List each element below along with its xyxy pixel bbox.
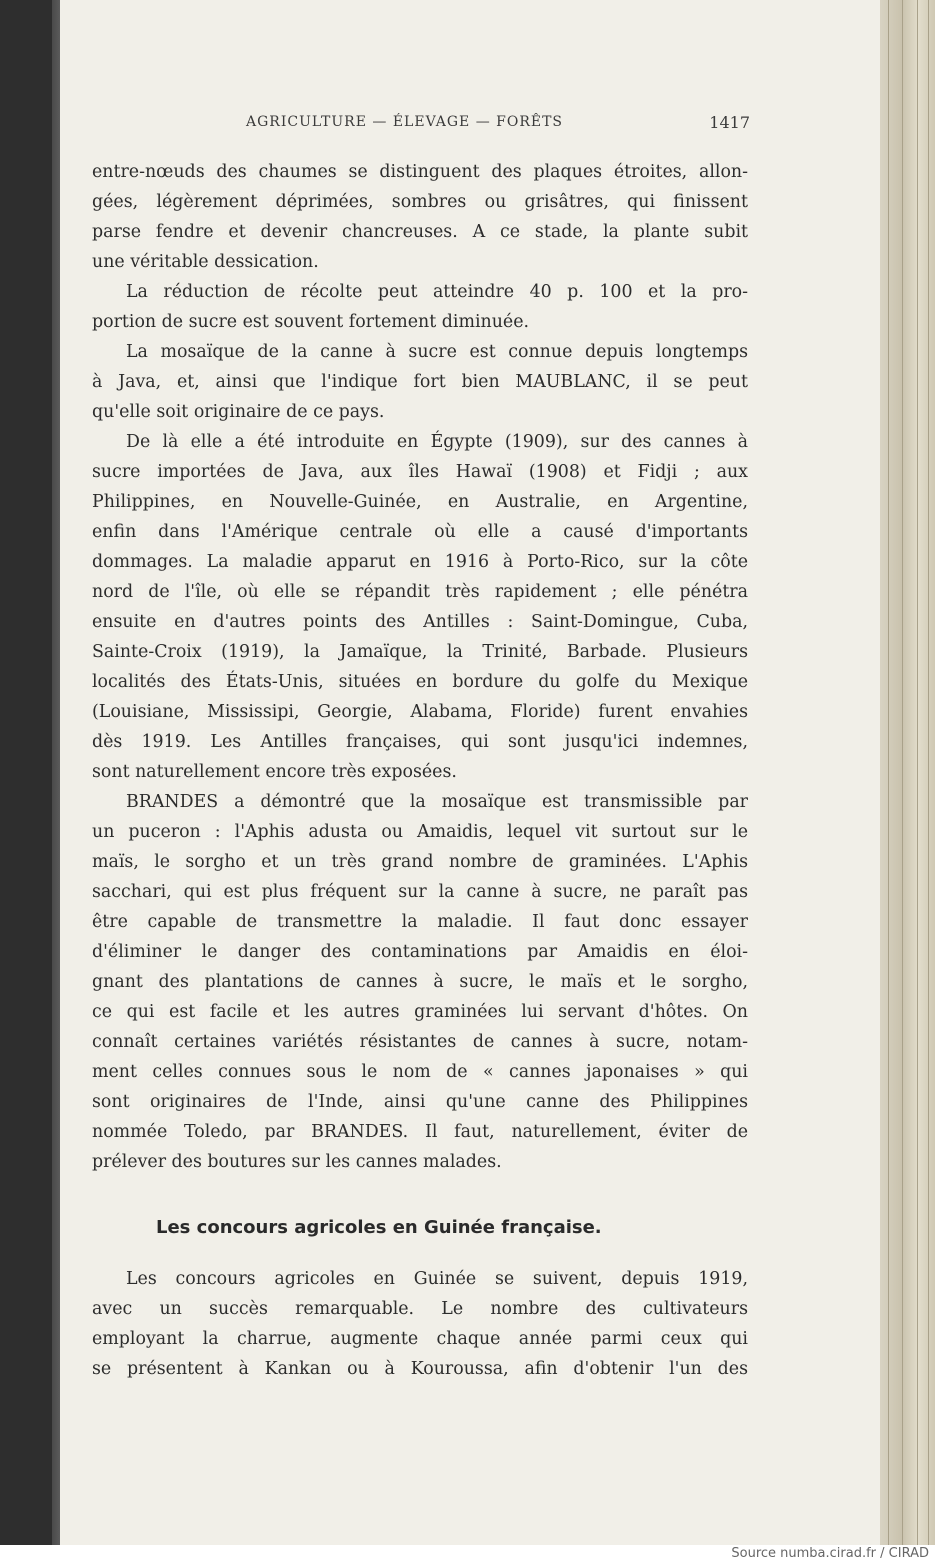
body-text xyxy=(92,157,748,1177)
text-line: De là elle a été introduite en Égypte (1909), sur des cannes à xyxy=(126,432,748,452)
text-line: localités des États-Unis, situées en bordure du golfe du Mexique xyxy=(92,672,748,692)
text-line: dès 1919. Les Antilles françaises, qui sont jusqu'ici indemnes, xyxy=(92,732,748,752)
text-line: parse fendre et devenir chancreuses. A ce stade, la plante subit xyxy=(92,222,748,242)
page-number: 1417 xyxy=(709,113,750,132)
text-line: sont originaires de l'Inde, ainsi qu'une canne des Philippines xyxy=(92,1092,748,1112)
page-edge-shadow xyxy=(880,0,935,1545)
text-line: ensuite en d'autres points des Antilles : Saint-Domingue, Cuba, xyxy=(92,612,748,632)
text-line: (Louisiane, Mississipi, Georgie, Alabama, Floride) furent envahies xyxy=(92,702,748,722)
text-line: entre-nœuds des chaumes se distinguent des plaques étroites, allon- xyxy=(92,162,748,182)
text-line: La mosaïque de la canne à sucre est connue depuis longtemps xyxy=(126,342,748,362)
text-line: ment celles connues sous le nom de « cannes japonaises » qui xyxy=(92,1062,748,1082)
text-line: se présentent à Kankan ou à Kouroussa, afin d'obtenir l'un des xyxy=(92,1359,748,1379)
text-line: gées, légèrement déprimées, sombres ou grisâtres, qui finissent xyxy=(92,192,748,212)
text-line: d'éliminer le danger des contaminations par Amaidis en éloi- xyxy=(92,942,748,962)
section-heading: Les concours agricoles en Guinée française. xyxy=(156,1217,602,1238)
text-line: prélever des boutures sur les cannes malades. xyxy=(92,1152,502,1172)
text-line: ce qui est facile et les autres graminées lui servant d'hôtes. On xyxy=(92,1002,748,1022)
text-line: connaît certaines variétés résistantes de cannes à sucre, notam- xyxy=(92,1032,748,1052)
text-line: sucre importées de Java, aux îles Hawaï (1908) et Fidji ; aux xyxy=(92,462,748,482)
source-credit: Source numba.cirad.fr / CIRAD xyxy=(731,1546,929,1561)
text-line: avec un succès remarquable. Le nombre des cultivateurs xyxy=(92,1299,748,1319)
text-line: BRANDES a démontré que la mosaïque est transmissible par xyxy=(126,792,748,812)
text-line: Les concours agricoles en Guinée se suivent, depuis 1919, xyxy=(126,1269,748,1289)
text-line: une véritable dessication. xyxy=(92,252,319,272)
text-line: sacchari, qui est plus fréquent sur la canne à sucre, ne paraît pas xyxy=(92,882,748,902)
text-line: employant la charrue, augmente chaque année parmi ceux qui xyxy=(92,1329,748,1349)
text-line: nommée Toledo, par BRANDES. Il faut, naturellement, éviter de xyxy=(92,1122,748,1142)
text-line: à Java, et, ainsi que l'indique fort bien MAUBLANC, il se peut xyxy=(92,372,748,392)
text-line: sont naturellement encore très exposées. xyxy=(92,762,457,782)
section-body-text xyxy=(92,1264,748,1384)
text-line: un puceron : l'Aphis adusta ou Amaidis, lequel vit surtout sur le xyxy=(92,822,748,842)
text-line: nord de l'île, où elle se répandit très rapidement ; elle pénétra xyxy=(92,582,748,602)
text-line: Philippines, en Nouvelle-Guinée, en Australie, en Argentine, xyxy=(92,492,748,512)
text-line: portion de sucre est souvent fortement diminuée. xyxy=(92,312,530,332)
text-line: Sainte-Croix (1919), la Jamaïque, la Trinité, Barbade. Plusieurs xyxy=(92,642,748,662)
text-line: qu'elle soit originaire de ce pays. xyxy=(92,402,385,422)
text-line: dommages. La maladie apparut en 1916 à Porto-Rico, sur la côte xyxy=(92,552,748,572)
text-line: gnant des plantations de cannes à sucre, le maïs et le sorgho, xyxy=(92,972,748,992)
scan-border xyxy=(0,0,68,1545)
running-head xyxy=(246,114,750,130)
text-line: maïs, le sorgho et un très grand nombre de graminées. L'Aphis xyxy=(92,852,748,872)
text-line: enfin dans l'Amérique centrale où elle a causé d'importants xyxy=(92,522,748,542)
running-head-title: AGRICULTURE — ÉLEVAGE — FORÊTS xyxy=(246,114,564,130)
text-line: La réduction de récolte peut atteindre 40 p. 100 et la pro- xyxy=(126,282,748,302)
text-line: être capable de transmettre la maladie. Il faut donc essayer xyxy=(92,912,748,932)
